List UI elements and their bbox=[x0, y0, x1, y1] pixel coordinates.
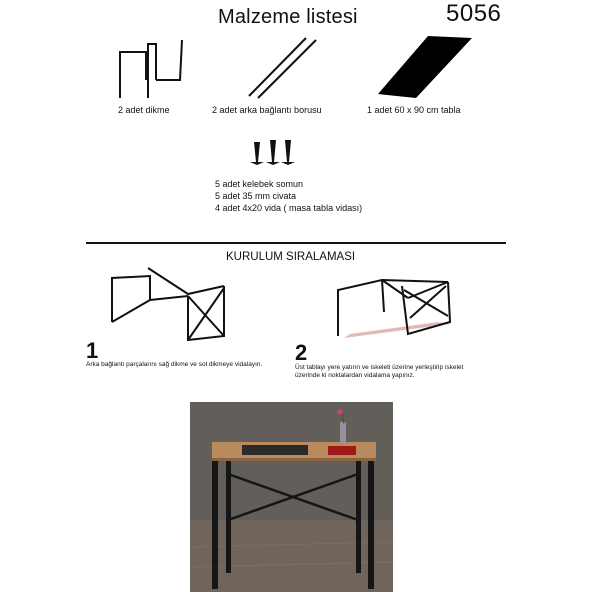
step1-diagram bbox=[112, 268, 224, 340]
step2-text-line1: Üst tablayı yere yatırın ve iskeleti üzerine yerleştirip iskelet bbox=[295, 364, 464, 371]
page-title: Malzeme listesi bbox=[218, 6, 358, 28]
connection-pipe-icon bbox=[249, 38, 316, 98]
screws-icon bbox=[250, 140, 295, 165]
step2-diagram bbox=[338, 280, 450, 336]
part-label-legs: 2 adet dikme bbox=[118, 105, 170, 115]
step2-text-line2: üzerinde ki noktalardan vidalama yapınız. bbox=[295, 372, 415, 379]
tabletop-icon bbox=[378, 36, 472, 98]
step2-number: 2 bbox=[295, 340, 308, 365]
hardware-line: 5 adet kelebek somun bbox=[215, 179, 304, 189]
step2-text bbox=[295, 364, 463, 380]
part-label-tabletop: 1 adet 60 x 90 cm tabla bbox=[367, 105, 461, 115]
section-divider bbox=[86, 242, 506, 244]
product-photo bbox=[190, 402, 393, 592]
leg-frame-icon bbox=[120, 40, 182, 98]
step2-floor bbox=[344, 322, 450, 338]
hardware-line: 5 adet 35 mm civata bbox=[215, 191, 297, 201]
assembly-title: KURULUM SIRALAMASI bbox=[226, 251, 356, 263]
step1-number: 1 bbox=[86, 338, 99, 363]
part-label-pipes: 2 adet arka bağlantı borusu bbox=[212, 105, 322, 115]
hardware-line: 4 adet 4x20 vida ( masa tabla vidası) bbox=[215, 203, 363, 213]
product-code: 5056 bbox=[446, 0, 502, 27]
hardware-list bbox=[215, 178, 362, 214]
desk-photo-illustration bbox=[190, 402, 393, 592]
step1-text: Arka bağlantı parçalarını sağ dikme ve sol dikmeye vidalayın. bbox=[86, 361, 263, 368]
